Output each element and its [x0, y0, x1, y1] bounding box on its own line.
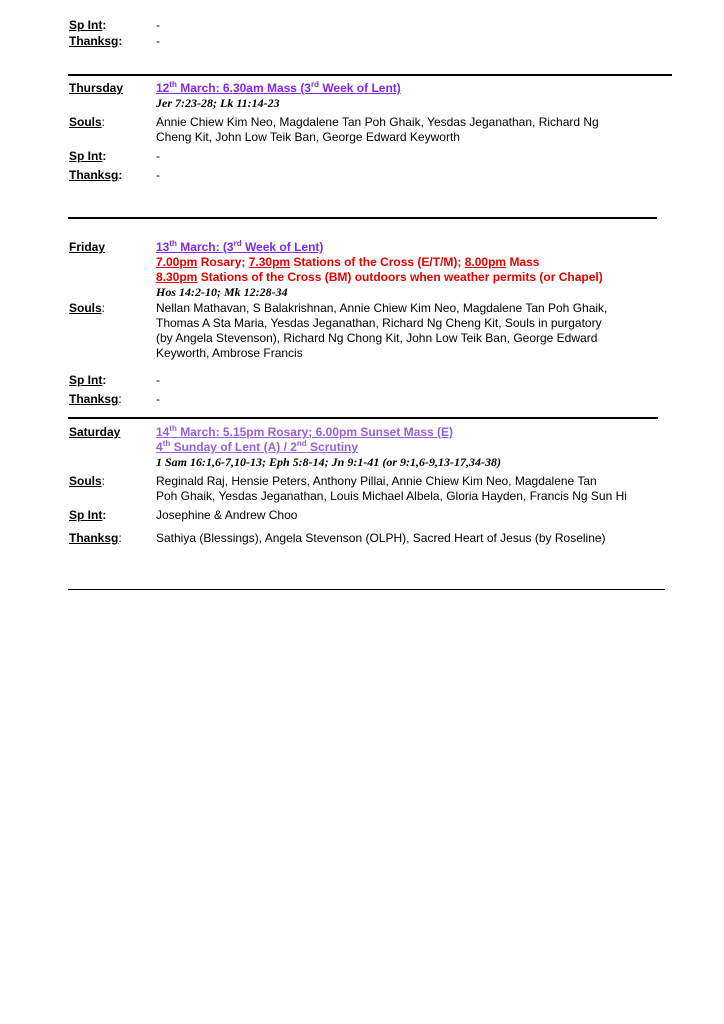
friday-souls-line: (by Angela Stevenson), Richard Ng Chong Kit, John Low Teik Ban, George Edward: [156, 331, 598, 345]
friday-thanksg-value: -: [156, 392, 160, 406]
top-sp-int-label: Sp Int:: [69, 18, 107, 32]
saturday-heading: 14th March: 5.15pm Rosary; 6.00pm Sunset Mass (E): [156, 424, 454, 439]
friday-sp-int-value: -: [156, 373, 160, 387]
friday-souls-label: Souls:: [69, 301, 106, 315]
saturday-readings: 1 Sam 16:1,6-7,10-13; Eph 5:8-14; Jn 9:1-41 (or 9:1,6-9,13-17,34-38): [156, 455, 501, 469]
top-thanksg-label: Thanksg:: [69, 34, 123, 48]
divider: [68, 417, 658, 419]
saturday-day-label: Saturday: [69, 425, 121, 439]
friday-souls-line: Thomas A Sta Maria, Yesdas Jeganathan, Richard Ng Cheng Kit, Souls in purgatory: [156, 316, 602, 330]
saturday-thanksg-label: Thanksg:: [69, 531, 122, 545]
saturday-heading-line2: 4th Sunday of Lent (A) / 2nd Scrutiny: [156, 439, 359, 454]
thursday-day-label: Thursday: [69, 81, 124, 95]
thursday-sp-int-label: Sp Int:: [69, 149, 107, 163]
saturday-souls-label: Souls:: [69, 474, 106, 488]
friday-souls-line: Keyworth, Ambrose Francis: [156, 346, 303, 360]
friday-thanksg-label: Thanksg:: [69, 392, 122, 406]
friday-readings: Hos 14:2-10; Mk 12:28-34: [156, 285, 288, 299]
thursday-souls-label: Souls:: [69, 115, 106, 129]
saturday-souls-line: Reginald Raj, Hensie Peters, Anthony Pillai, Annie Chiew Kim Neo, Magdalene Tan: [156, 474, 597, 488]
saturday-souls-line: Poh Ghaik, Yesdas Jeganathan, Louis Michael Albela, Gloria Hayden, Francis Ng Sun Hi: [156, 489, 627, 503]
friday-sp-int-label: Sp Int:: [69, 373, 107, 387]
friday-schedule-line: 7.00pm Rosary; 7.30pm Stations of the Cross (E/T/M); 8.00pm Mass: [156, 255, 540, 269]
top-thanksg-value: -: [156, 34, 160, 48]
thursday-thanksg-value: -: [156, 168, 160, 182]
divider: [68, 74, 672, 76]
thursday-thanksg-label: Thanksg:: [69, 168, 123, 182]
thursday-souls-line: Annie Chiew Kim Neo, Magdalene Tan Poh Ghaik, Yesdas Jeganathan, Richard Ng: [156, 115, 599, 129]
saturday-sp-int-label: Sp Int:: [69, 508, 107, 522]
top-sp-int-value: -: [156, 18, 160, 32]
friday-heading: 13th March: (3rd Week of Lent): [156, 239, 324, 254]
thursday-heading: 12th March: 6.30am Mass (3rd Week of Lent): [156, 80, 401, 95]
thursday-souls-line: Cheng Kit, John Low Teik Ban, George Edward Keyworth: [156, 130, 460, 144]
divider: [68, 217, 657, 219]
saturday-thanksg-value: Sathiya (Blessings), Angela Stevenson (OLPH), Sacred Heart of Jesus (by Roseline): [156, 531, 606, 545]
divider: [68, 589, 665, 590]
thursday-sp-int-value: -: [156, 149, 160, 163]
friday-day-label: Friday: [69, 240, 106, 254]
friday-souls-line: Nellan Mathavan, S Balakrishnan, Annie Chiew Kim Neo, Magdalene Tan Poh Ghaik,: [156, 301, 608, 315]
saturday-sp-int-value: Josephine & Andrew Choo: [156, 508, 298, 522]
friday-schedule-line: 8.30pm Stations of the Cross (BM) outdoors when weather permits (or Chapel): [156, 270, 603, 284]
thursday-readings: Jer 7:23-28; Lk 11:14-23: [156, 96, 280, 110]
